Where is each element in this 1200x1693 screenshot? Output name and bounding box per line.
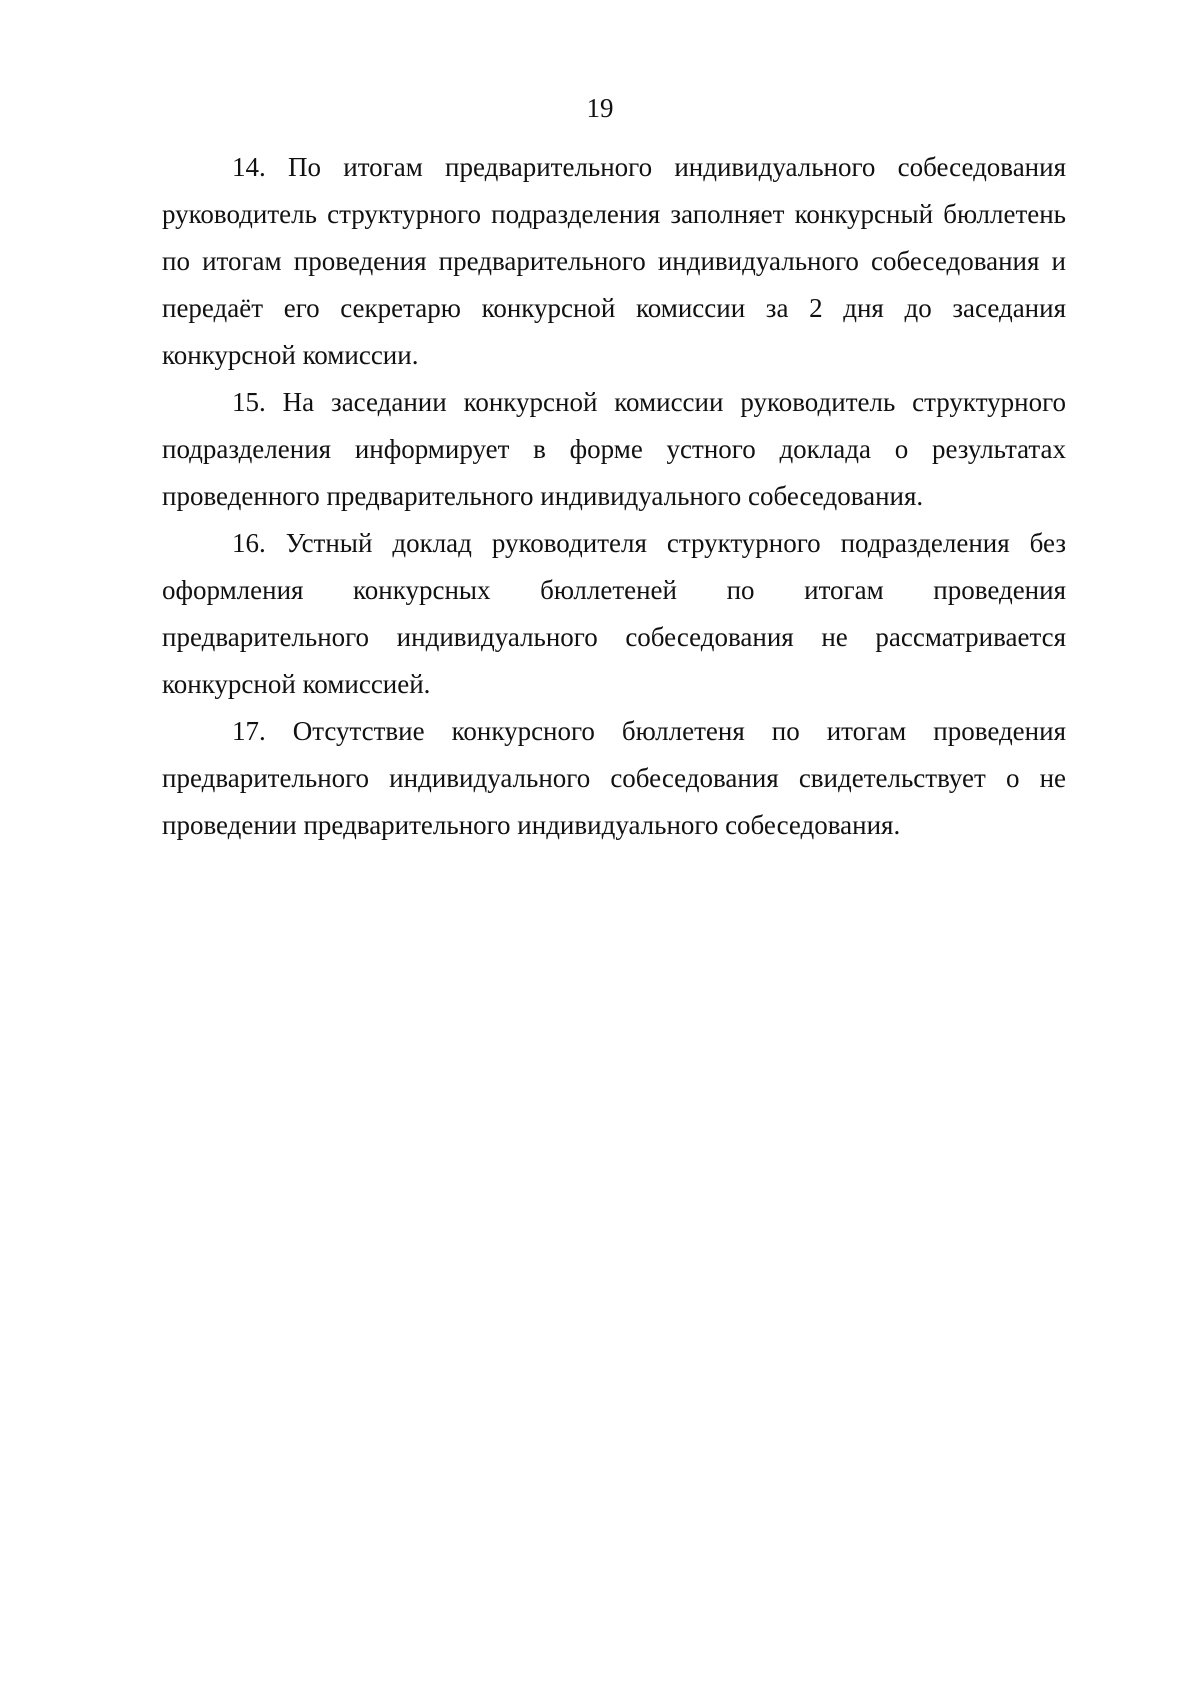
paragraph-line: конкурсной комиссии. (162, 340, 419, 370)
paragraph-17 (162, 708, 1066, 849)
paragraph-line: оформления конкурсных бюллетеней по итогам проведения (162, 575, 1066, 605)
paragraph-line: 14. По итогам предварительного индивидуального собеседования (232, 152, 1066, 182)
paragraph-line: предварительного индивидуального собеседования свидетельствует о не (162, 763, 1066, 793)
paragraph-15 (162, 379, 1066, 520)
document-body (162, 144, 1066, 849)
paragraph-line: предварительного индивидуального собеседования не рассматривается (162, 622, 1066, 652)
paragraph-line: проведении предварительного индивидуального собеседования. (162, 810, 901, 840)
paragraph-line: 16. Устный доклад руководителя структурного подразделения без (232, 528, 1066, 558)
paragraph-16 (162, 520, 1066, 708)
paragraph-line: проведенного предварительного индивидуального собеседования. (162, 481, 924, 511)
paragraph-line: 15. На заседании конкурсной комиссии руководитель структурного (232, 387, 1066, 417)
paragraph-line: 17. Отсутствие конкурсного бюллетеня по итогам проведения (232, 716, 1066, 746)
paragraph-line: конкурсной комиссией. (162, 669, 431, 699)
paragraph-line: руководитель структурного подразделения заполняет конкурсный бюллетень (162, 199, 1066, 229)
page-number: 19 (586, 93, 614, 123)
paragraph-line: по итогам проведения предварительного индивидуального собеседования и (162, 246, 1066, 276)
paragraph-14 (162, 144, 1066, 379)
paragraph-line: передаёт его секретарю конкурсной комиссии за 2 дня до заседания (162, 293, 1066, 323)
paragraph-line: подразделения информирует в форме устного доклада о результатах (162, 434, 1066, 464)
